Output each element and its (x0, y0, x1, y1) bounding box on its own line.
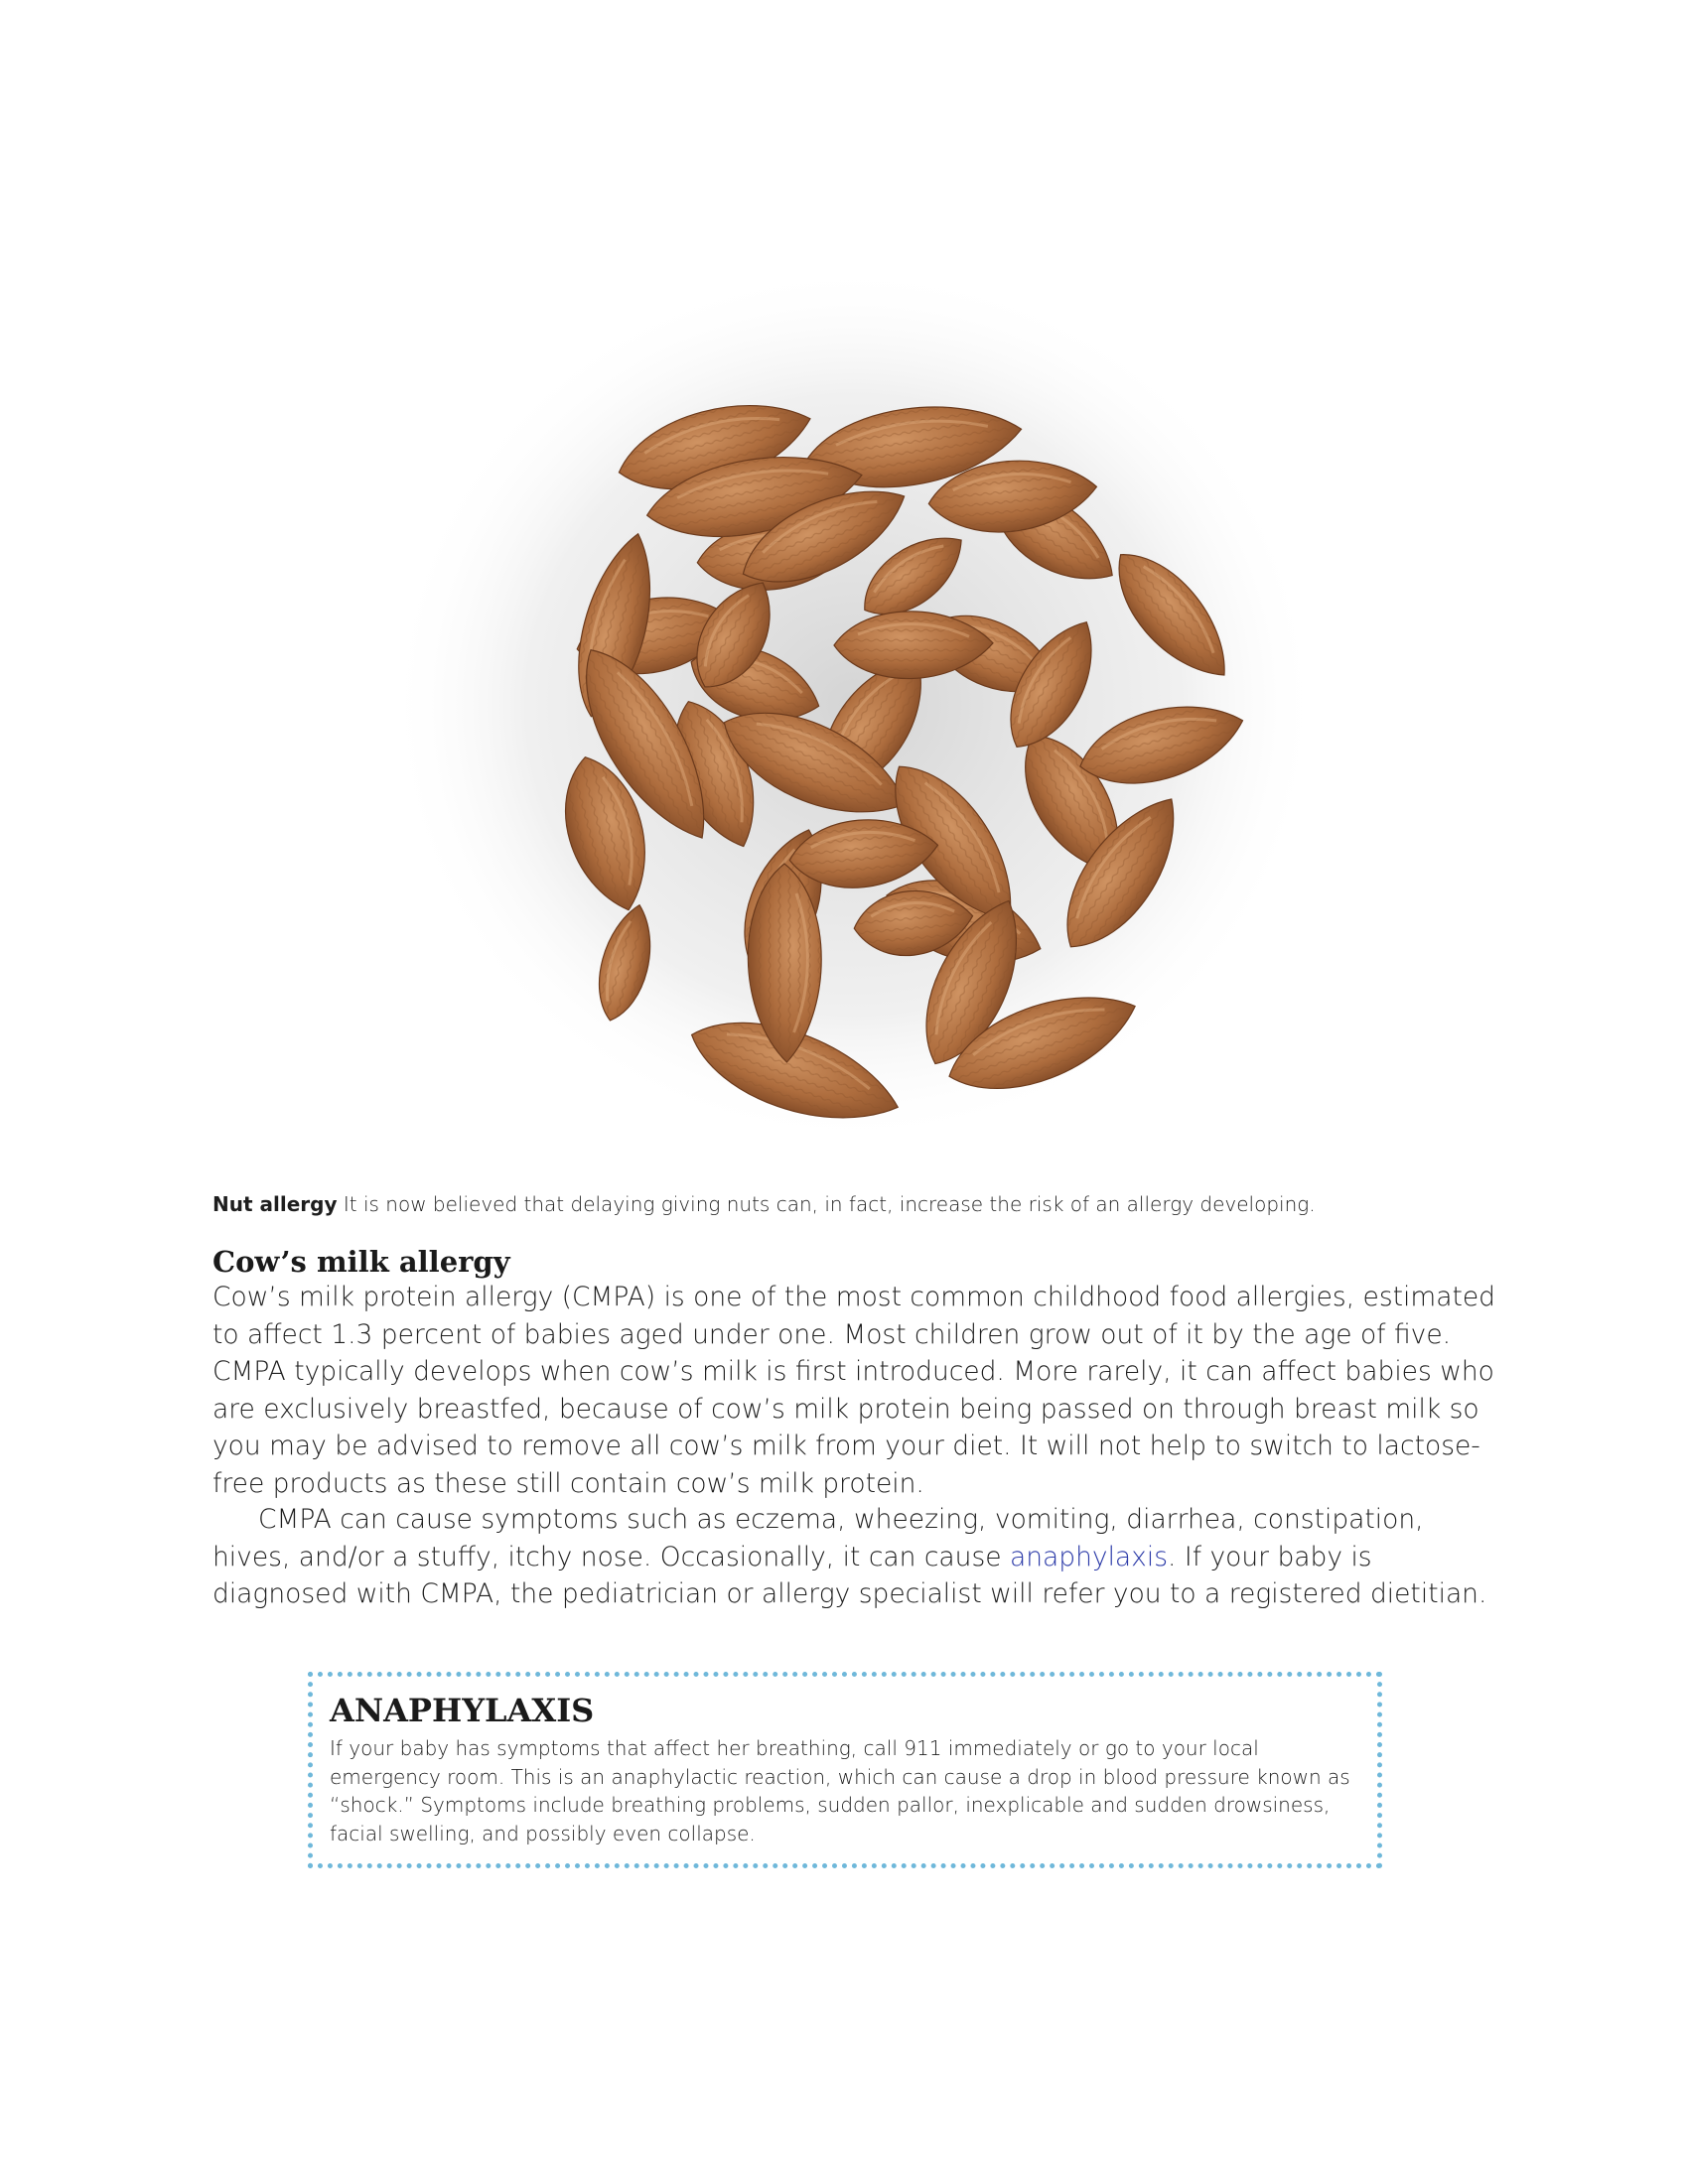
body-paragraph-1: Cow’s milk protein allergy (CMPA) is one of the most common childhood food allergies, estimated to affect 1.3 percent of babies aged under one. Most children grow out of it by the age of five. CMPA typically develops when cow’s milk is first introduced. More rarely, it can affect babies who are exclusively breastfed, because of cow’s milk protein being passed on through breast milk so you may be advised to remove all cow’s milk from your diet. It will not help to switch to lactose-free products as these still contain cow’s milk protein. (212, 1282, 1495, 1499)
callout-title: ANAPHYLAXIS (330, 1692, 595, 1729)
anaphylaxis-callout-box (308, 1672, 1382, 1868)
paragraph-2-text-a: CMPA can cause symptoms such as eczema, wheezing, vomiting, diarrhea, constipation, hives, and/or a stuffy, itchy nose. Occasionally, it can cause (212, 1504, 1424, 1572)
callout-body: If your baby has symptoms that affect her breathing, call 911 immediately or go to your local emergency room. This is an anaphylactic reaction, which can cause a drop in blood pressure known as “shock.” Symptoms include breathing problems, sudden pallor, inexplicable and sudden drowsiness, facial swelling, and possibly even collapse. (330, 1736, 1350, 1845)
photo-caption (212, 1190, 1503, 1218)
caption-label: Nut allergy (212, 1192, 338, 1216)
section-heading: Cow’s milk allergy (212, 1245, 510, 1279)
paragraph-2-text-b: . If your baby is diagnosed with CMPA, the pediatrician or allergy specialist will refer you to a registered dietitian. (212, 1541, 1487, 1609)
body-paragraph-2 (212, 1501, 1503, 1613)
almond-pile-image (357, 208, 1331, 1161)
caption-text: It is now believed that delaying giving nuts can, in fact, increase the risk of an allergy developing. (337, 1192, 1316, 1216)
anaphylaxis-link[interactable]: anaphylaxis (1010, 1541, 1169, 1572)
